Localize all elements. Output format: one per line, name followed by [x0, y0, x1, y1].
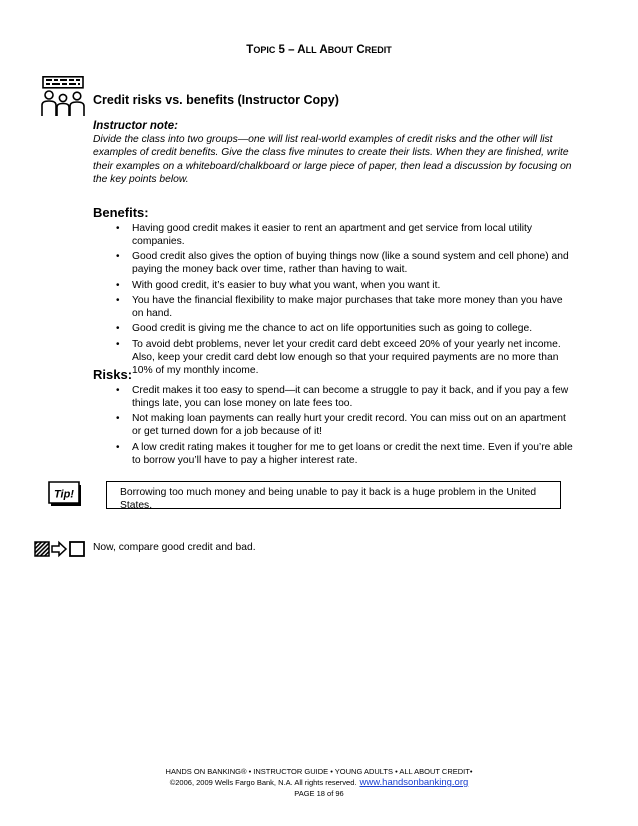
note-line: examples of credit benefits. Give the class five minutes to create their lists. When they are finished, write	[93, 147, 569, 159]
copyright-text: ©2006, 2009 Wells Fargo Bank, N.A. All rights reserved.	[169, 778, 357, 787]
list-item: • You have the financial flexibility to make major purchases that take more money than you have on hand.	[93, 294, 585, 320]
risks-heading: Risks:	[93, 367, 133, 382]
note-line: their examples on a whiteboard/chalkboard or large piece of paper, then lead a discussion by focusing on	[93, 160, 572, 172]
tip-text-line: Borrowing too much money and being unable to pay it back is a huge problem in the United	[120, 487, 537, 498]
footer-line: HANDS ON BANKING® • INSTRUCTOR GUIDE • YOUNG ADULTS • ALL ABOUT CREDIT•	[165, 767, 473, 776]
tip-callout	[106, 481, 561, 509]
risks-list	[93, 384, 585, 469]
instructor-note-label: Instructor note:	[93, 120, 178, 132]
tip-icon	[48, 481, 82, 507]
activity-arrow-icon	[34, 540, 86, 558]
note-line: the key points below.	[93, 174, 189, 186]
page-number: PAGE 18 of 96	[294, 789, 344, 798]
note-line: Divide the class into two groups—one will list real-world examples of credit risks and the other will list	[93, 134, 553, 145]
compare-instruction: Now, compare good credit and bad.	[93, 542, 256, 553]
tip-text-line: States.	[120, 500, 153, 509]
benefits-list	[93, 222, 585, 379]
page-footer	[0, 766, 638, 799]
group-discussion-icon	[40, 76, 86, 118]
footer-copyright-line	[0, 777, 638, 788]
list-item: • A low credit rating makes it tougher for me to get loans or credit the next time. Even if you’re able to borrow you’ll have to pay a higher interest rate.	[93, 441, 585, 467]
list-item: • With good credit, it’s easier to buy what you want, when you want it.	[93, 279, 585, 292]
instructor-note-body	[93, 133, 585, 187]
list-item: • Not making loan payments can really hurt your credit record. You can miss out on an apartment or get turned down for a job because of it!	[93, 412, 585, 438]
benefits-heading: Benefits:	[93, 205, 149, 220]
list-item: • Credit makes it too easy to spend—it can become a struggle to pay it back, and if you pay a few things late, you can lose money on late fees too.	[93, 384, 585, 410]
list-item: • Having good credit makes it easier to rent an apartment and get service from local utility companies.	[93, 222, 585, 248]
tip-badge-label: Tip!	[54, 488, 74, 501]
list-item: • Good credit is giving me the chance to act on life opportunities such as going to college.	[93, 322, 585, 335]
website-link[interactable]: www.handsonbanking.org	[359, 777, 469, 788]
list-item: • To avoid debt problems, never let your credit card debt exceed 20% of your yearly net income. Also, keep your credit card debt low enough so that your required payments are no more than 10% of my monthly income.	[93, 338, 585, 377]
section-title: Credit risks vs. benefits (Instructor Copy)	[93, 93, 339, 107]
list-item: • Good credit also gives the option of buying things now (like a sound system and cell phone) and paying the money back over time, rather than having to wait.	[93, 250, 585, 276]
page-title: TOPIC 5 – ALL ABOUT CREDIT	[246, 44, 392, 56]
